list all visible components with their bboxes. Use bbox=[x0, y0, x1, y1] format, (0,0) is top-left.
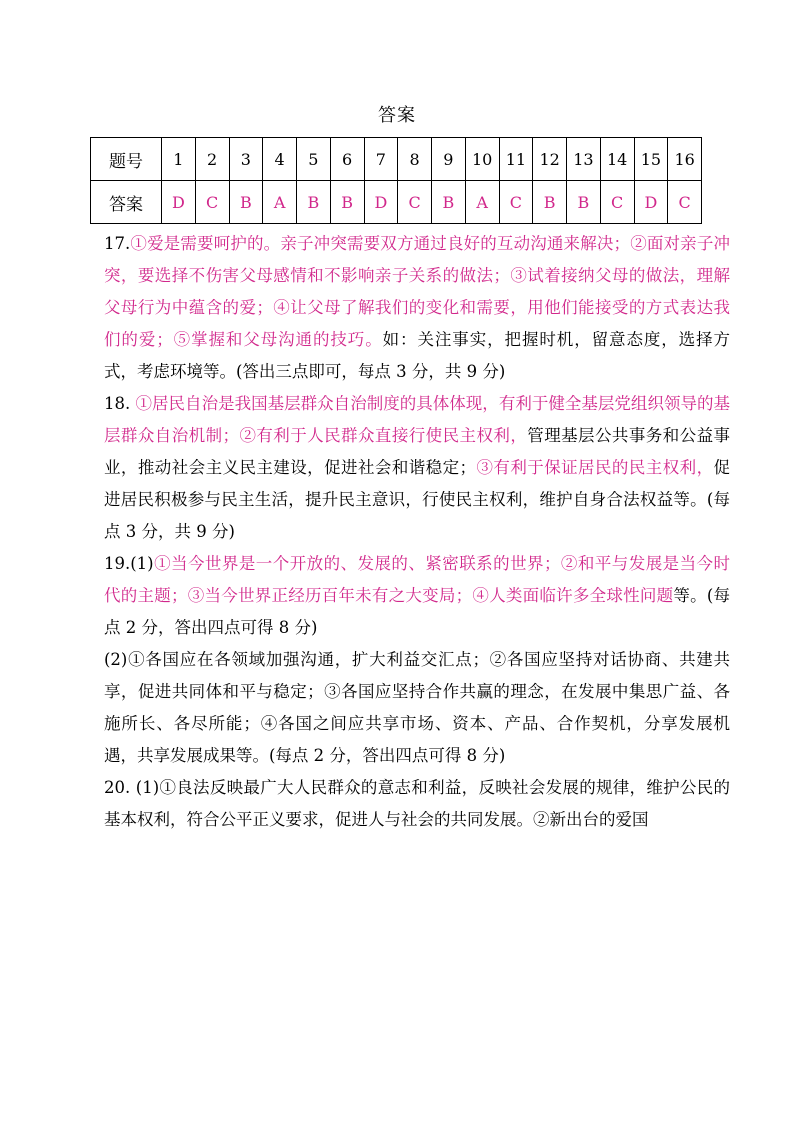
question-number: 19. bbox=[104, 554, 131, 573]
answer-text: ③有利于保证居民的民主权利， bbox=[476, 458, 714, 477]
question-number-cell: 14 bbox=[600, 138, 634, 181]
answer-cell: B bbox=[229, 181, 263, 224]
answer-text: 如：关注事实，把握时机，留意态度，选择方式，考虑环境等。(答出三点即可，每点 3 分，共 9 分) bbox=[104, 330, 731, 381]
answer-19-part-1 bbox=[104, 548, 730, 644]
answer-cell: D bbox=[634, 181, 668, 224]
question-number-cell: 4 bbox=[263, 138, 297, 181]
answer-text: ①居民自治是我国基层群众自治制度的具体体现，有利于健全基层党组织领导的基层群众自治机制；②有利于人民群众直接行使民主权利， bbox=[104, 394, 731, 445]
answer-text: 促进居民积极参与民主生活，提升民主意识，行使民主权利，维护自身合法权益等。(每点 3 分，共 9 分) bbox=[104, 458, 731, 541]
answer-cell: B bbox=[432, 181, 466, 224]
question-number-cell: 12 bbox=[533, 138, 567, 181]
answer-cell: C bbox=[499, 181, 533, 224]
question-number-cell: 6 bbox=[330, 138, 364, 181]
answer-cell: B bbox=[533, 181, 567, 224]
table-row-numbers bbox=[91, 138, 702, 181]
question-number: 17. bbox=[104, 234, 131, 253]
answer-text: ①良法反映最广大人民群众的意志和利益，反映社会发展的规律，维护公民的基本权利，符合公平正义要求，促进人与社会的共同发展。②新出台的爱国 bbox=[104, 778, 731, 829]
page-title: 答案 bbox=[378, 105, 416, 126]
question-number-cell: 15 bbox=[634, 138, 668, 181]
row-header-question-number: 题号 bbox=[91, 138, 162, 181]
answer-cell: D bbox=[162, 181, 196, 224]
answer-content bbox=[104, 228, 730, 836]
answer-cell: B bbox=[567, 181, 601, 224]
answer-cell: B bbox=[330, 181, 364, 224]
row-header-answer: 答案 bbox=[91, 181, 162, 224]
answer-cell: C bbox=[195, 181, 229, 224]
answer-text: 管理基层公共事务和公益事业，推动社会主义民主建设，促进社会和谐稳定； bbox=[104, 426, 731, 477]
answer-cell: C bbox=[600, 181, 634, 224]
question-number-cell: 8 bbox=[398, 138, 432, 181]
question-number-cell: 2 bbox=[195, 138, 229, 181]
question-number-cell: 7 bbox=[364, 138, 398, 181]
answer-cell: D bbox=[364, 181, 398, 224]
answer-cell: A bbox=[263, 181, 297, 224]
answer-text: ①当今世界是一个开放的、发展的、紧密联系的世界；②和平与发展是当今时代的主题；③当今世界正经历百年未有之大变局；④人类面临许多全球性问题 bbox=[104, 554, 730, 605]
table-row-answers bbox=[91, 181, 702, 224]
answer-cell: A bbox=[465, 181, 499, 224]
question-number: 20. bbox=[104, 778, 131, 797]
question-number-cell: 5 bbox=[297, 138, 331, 181]
answer-19-part-2 bbox=[104, 644, 730, 772]
question-number-cell: 10 bbox=[465, 138, 499, 181]
part-label: (2) bbox=[104, 650, 128, 669]
answer-20-part-1 bbox=[104, 772, 730, 836]
question-number-cell: 1 bbox=[162, 138, 196, 181]
answer-17 bbox=[104, 228, 730, 388]
question-number-cell: 3 bbox=[229, 138, 263, 181]
part-label: (1) bbox=[135, 778, 160, 797]
question-number-cell: 13 bbox=[567, 138, 601, 181]
question-number-cell: 9 bbox=[432, 138, 466, 181]
answer-cell: B bbox=[297, 181, 331, 224]
answer-text: ①各国应在各领域加强沟通，扩大利益交汇点；②各国应坚持对话协商、共建共享，促进共同体和平与稳定；③各国应坚持合作共赢的理念，在发展中集思广益、各施所长、各尽所能；④各国之间应共享市场、资本、产品、合作契机，分享发展机遇，共享发展成果等。(每点 2 分，答出四点可得 8 分) bbox=[104, 650, 730, 765]
question-number-cell: 16 bbox=[668, 138, 702, 181]
answer-cell: C bbox=[668, 181, 702, 224]
answer-text: ①爱是需要呵护的。亲子冲突需要双方通过良好的互动沟通来解决；②面对亲子冲突，要选择不伤害父母感情和不影响亲子关系的做法；③试着接纳父母的做法，理解父母行为中蕴含的爱；④让父母了解我们的变化和需要，用他们能接受的方式表达我们的爱；⑤掌握和父母沟通的技巧。 bbox=[104, 234, 730, 349]
answer-cell: C bbox=[398, 181, 432, 224]
answer-18 bbox=[104, 388, 730, 548]
part-label: (1) bbox=[130, 554, 154, 573]
answer-table bbox=[90, 137, 702, 224]
answer-text: 等。(每点 2 分，答出四点可得 8 分) bbox=[104, 586, 731, 637]
question-number: 18. bbox=[104, 394, 131, 413]
question-number-cell: 11 bbox=[499, 138, 533, 181]
